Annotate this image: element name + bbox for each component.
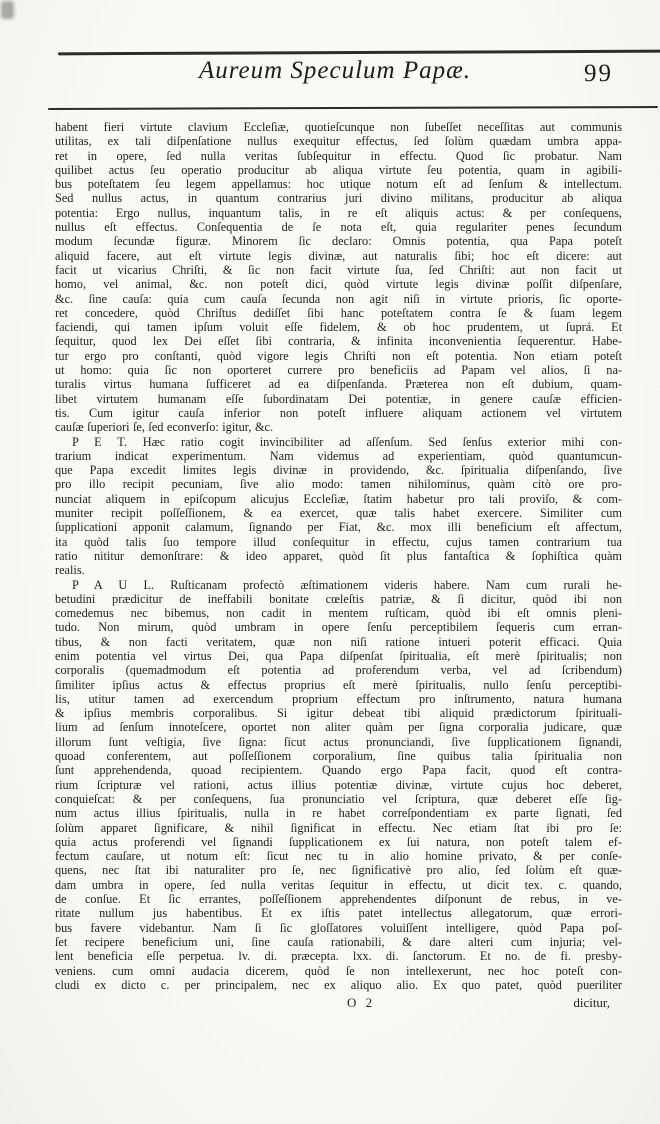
text-line: tur ergo pro conſtanti, quòd vigore legis Chriſti non eſt potentia. Non etiam poteſt — [55, 348, 622, 363]
top-rule — [58, 50, 660, 56]
text-line: ret in opere, ſed nulla veritas ſubſequitur in effectu. Quod ſic probatur. Nam — [55, 148, 622, 163]
signature-mark: O 2 — [347, 995, 376, 1010]
text-line: ſunt apprehendenda, quoad recipientem. Quando ergo Papa facit, quod eſt contra- — [55, 763, 622, 778]
page-number: 99 — [584, 60, 613, 87]
body-text — [55, 120, 622, 992]
text-line: & ipſius membris corporalibus. Si igitur debeat tibi aliquid prædictorum ſpirituali- — [55, 706, 622, 721]
text-line: ut homo: quia ſic non oporteret currere pro beneficiis ad Papam vel alios, ſi na- — [55, 363, 622, 378]
text-line: ſequitur, quod lex Dei eſſet ſibi contraria, & infinita inconvenientia ſequerentur. Habe- — [55, 334, 622, 349]
text-line: bus favere videbantur. Nam ſi ſic gloſſatores voluiſſent intelligere, quòd Papa poſ- — [55, 920, 622, 935]
scan-smudge — [1, 1, 14, 19]
text-line: &c. ſine cauſa: quia cum cauſa ſecunda non agit niſi in virtute prioris, ſic oporte- — [55, 291, 622, 306]
text-line: tis. Cum igitur cauſa inferior non poteſt influere aliquam actionem vel virtutem — [55, 405, 622, 420]
text-line: que Papa excedit limites legis divinæ in providendo, &c. ſpiritualia diſpenſando, ſive — [55, 463, 622, 478]
text-line: libet virtutem humanam eſſe ſubordinatam Dei potentiæ, in genere cauſæ efficien- — [55, 391, 622, 406]
text-line: corporalis (quemadmodum eſt potentia ad proferendum verba, vel ad ſcribendum) — [55, 663, 622, 678]
text-line: quilibet actus ſeu operatio producitur ab aliqua virtute ſeu potentia, quam in agibili- — [55, 162, 622, 177]
text-line: quia actus proferendi vel ſignandi ſupplicationem ex ſui natura, non poteſt talem ef- — [55, 834, 622, 849]
text-line: realis. — [55, 563, 85, 578]
text-line: tudo. Non mirum, quòd umbram in opere ſenſu perceptibilem ſequeris cum erran- — [55, 620, 622, 635]
text-line: modum ſecundæ figuræ. Minorem ſic declaro: Omnis potentia, qua Papa poteſt — [55, 234, 622, 249]
text-line: ſimiliter ipſius actus & effectus proprius eſt merè ſpiritualis, nullo ſenſu perceptibi- — [55, 677, 622, 692]
catchword: dicitur, — [573, 995, 610, 1010]
text-line: habent fieri virtute clavium Eccleſiæ, quotieſcunque non ſubeſſet neceſſitas aut communis — [55, 120, 622, 134]
text-line: ret concedere, quòd Chriſtus dediſſet ſibi hanc poteſtatem contra ſe & ſuam legem — [55, 305, 622, 320]
text-line: faciendi, qui tamen ipſum voluit eſſe fidelem, & ob hoc prudentem, ut ſuprá. Et — [55, 320, 622, 335]
text-line: cauſæ ſuperiori ſe, ſed econverſo: igitur, &c. — [55, 420, 274, 435]
text-line: tibus, & non facti veritatem, quæ non niſi ratione intueri poterit efficaci. Quia — [55, 634, 622, 649]
text-line: nullus eſt effectus. Conſequentia de ſe nota eſt, quia regulariter penes ſecundum — [55, 220, 622, 235]
text-line: potentia: Ergo nullus, inquantum talis, in re eſt aliquis actus: & per conſequens, — [55, 205, 622, 220]
text-line: ſet recipere beneficium uni, ſine cauſa rationabili, & dare alteri cum injuria; vel- — [55, 934, 622, 949]
text-line: betudini prædicitur de ineffabili bonitate cœleſtis patriæ, & ſi dicitur, quòd ibi non — [55, 591, 622, 606]
text-line: ſupplicationi apponit calamum, ſignando per Fiat, &c. mox illi beneficium eſt affectum, — [55, 520, 622, 535]
text-line: aliquid facere, aut eſt virtute legis divinæ, aut naturalis ſibi; hoc eſt dicere: aut — [55, 248, 622, 263]
text-line: quens, nec ſtat ibi naturaliter pro ſe, nec ſignificativè pro alio, ſed ſolùm eſt quæ- — [55, 863, 622, 878]
text-line: P E T. Hæc ratio cogit invincibiliter ad aſſenſum. Sed ſenſus exterior mihi con- — [72, 434, 622, 449]
text-line: quoad conferentem, aut poſſeſſionem corporalium, ſine quibus talia ſpiritualia non — [55, 749, 622, 764]
text-line: homo, vel animal, &c. non poteſt dici, quòd virtute legis divinæ poſſit diſpenſare, — [55, 277, 622, 292]
text-line: conquieſcat: & per conſequens, ſua pronunciatio vel ſcriptura, quæ deberet eſſe ſig- — [55, 791, 622, 806]
text-line: lent beneficia eſſe perpetua. lv. di. præcepta. lxx. di. ſanctorum. Et no. de fi. presby- — [55, 949, 622, 964]
text-line: facit ut vicarius Chriſti, & ſic non facit virtute ſua, ſed Chriſti: aut non facit ut — [55, 262, 622, 277]
text-line: utilitas, ex tali diſpenſatione nullus exequitur effectus, ſed ſolùm quædam umbra appa- — [55, 134, 622, 149]
text-line: illorum ſunt veſtigia, ſive ſigna: ſicut actus pronunciandi, ſive ſupplicationem ſignandi, — [55, 734, 622, 749]
text-line: Sed nullus actus, in quantum contrarius juri divino militans, producitur ab aliqua — [55, 191, 622, 206]
text-line: ratio nititur demonſtrare: & ideo apparet, quòd ſit plus fantaſtica & ſophiſtica quàm — [55, 548, 622, 563]
text-line: bus poteſtatem ſeu legem appellamus: hoc utique notum eſt ad ſenſum & intellectum. — [55, 177, 622, 192]
text-line: de conſue. Et ſic errantes, poſſeſſionem apprehendentes diſponunt de rebus, in ve- — [55, 892, 622, 907]
text-line: rium ſcripturæ vel rationi, actus illius potentiæ divinæ, virtute cujus hoc deberet, — [55, 777, 622, 792]
text-line: fectum cauſare, ut notum eſt: ſicut nec tu in alio homine privato, & per conſe- — [55, 849, 622, 864]
text-line: comedemus nec bibemus, non cadit in mentem ruſticam, quòd ibi eſt omnis pleni- — [55, 606, 622, 621]
text-line: ſolùm apparet ſignificare, & nihil ſignificat in effectu. Nec etiam ſtat ibi pro ſe: — [55, 820, 622, 835]
text-line: num actus illius ſpiritualis, nulla in re habet correſpondentiam ex parte ſignati, ſed — [55, 806, 622, 821]
text-line: ritate nullum jus habentibus. Et ex iſtis patet intellectus allegatorum, quæ errori- — [55, 906, 622, 921]
text-line: nunciat aliquem in epiſcopum alicujus Eccleſiæ, ſtatim habetur pro tali proviſo, & com- — [55, 491, 622, 506]
text-line: P A U L. Ruſticanam profectò æſtimationem videris habere. Nam cum rurali he- — [72, 577, 622, 592]
text-line: muniter recipit poſſeſſionem, & ea exercet, quæ talis habet exercere. Similiter cum — [55, 506, 622, 521]
text-line: enim potentia vel virtus Dei, qua Papa diſpenſat ſpiritualia, eſt merè ſpiritualis; non — [55, 648, 622, 663]
text-line: pro illo recipit pecuniam, ſive alio modo: tamen nihilominus, quàm citò ore pro- — [55, 477, 622, 492]
text-line: turalis virtus humana ſufficeret ad ea diſpenſanda. Præterea non eſt dubium, quam- — [55, 377, 622, 392]
text-line: lium ad ſenſum innoteſcere, oportet non aliter quàm per ſigna corporalia judicare, quæ — [55, 720, 622, 735]
text-line: lis, utitur tamen ad exercendum proprium effectum pro inſtrumento, natura humana — [55, 691, 622, 706]
text-line: cludi ex dicto c. per principalem, nec ex aliquo alio. Ex quo patet, quòd pueriliter — [55, 977, 622, 992]
text-line: ita quòd talis ſuo tempore illud conſequitur in effectu, cujus tamen contrarium tua — [55, 534, 622, 549]
text-line: veniens. cum omni audacia dicerem, quòd ſe non intellexerunt, nec hoc poteſt con- — [55, 963, 622, 978]
text-line: trarium indicat experimentum. Nam videmus ad experientiam, quòd quantumcun- — [55, 448, 622, 463]
header-rule — [48, 106, 658, 110]
text-line: dam umbra in opere, ſed nulla veritas ſequitur in effectu, ut dicit tex. c. quando, — [55, 877, 622, 892]
running-header-title: Aureum Speculum Papæ. — [198, 57, 472, 84]
